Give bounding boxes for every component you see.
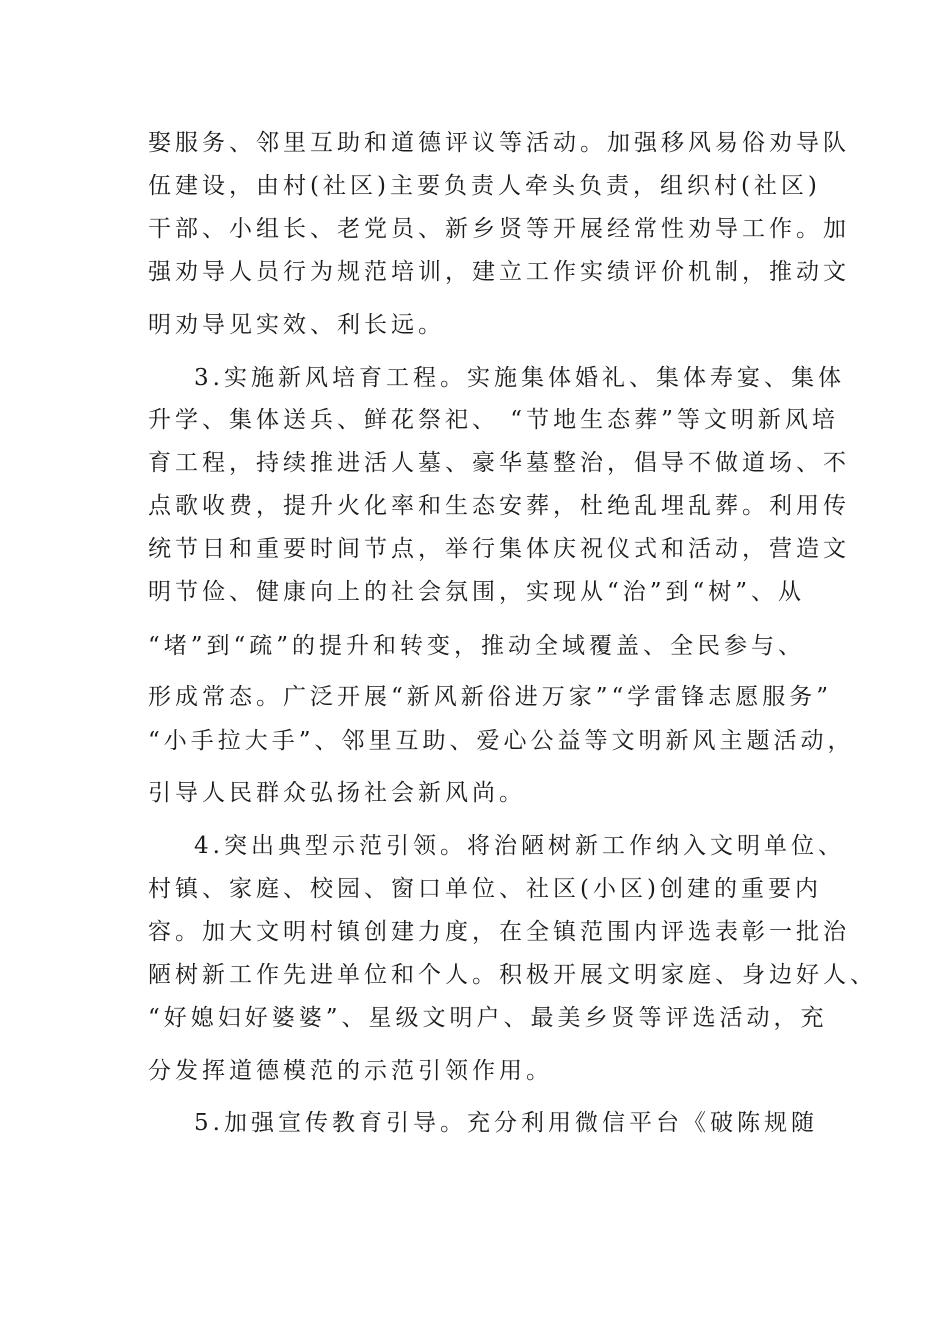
paragraph-line: 明劝导见实效、利长远。 — [148, 312, 445, 338]
paragraph-line: 明节俭、健康向上的社会氛围，实现从“治”到“树”、从 — [148, 579, 806, 605]
paragraph-line: 育工程，持续推进活人墓、豪华墓整治，倡导不做道场、不 — [148, 450, 850, 476]
paragraph-line: 升学、集体送兵、鲜花祭祀、 “节地生态葬”等文明新风培 — [148, 407, 839, 433]
paragraph-line: 娶服务、邻里互助和道德评议等活动。加强移风易俗劝导队 — [148, 130, 850, 156]
paragraph-line: “堵”到“疏”的提升和转变，推动全域覆盖、全民参与、 — [148, 633, 806, 659]
section-heading-line: 5.加强宣传教育引导。充分利用微信平台《破陈规随 — [194, 1110, 818, 1136]
section-heading-line: 4.突出典型示范引领。将治陋树新工作纳入文明单位、 — [194, 833, 845, 859]
paragraph-line: 分发挥道德模范的示范引领作用。 — [148, 1058, 553, 1084]
paragraph-line: 伍建设，由村(社区)主要负责人牵头负责，组织村(社区) — [148, 173, 821, 199]
paragraph-line: 村镇、家庭、校园、窗口单位、社区(小区)创建的重要内 — [148, 876, 822, 902]
paragraph-line: 形成常态。广泛开展“新风新俗进万家”“学雷锋志愿服务” — [148, 684, 833, 710]
paragraph-line: 点歌收费，提升火化率和生态安葬，杜绝乱埋乱葬。利用传 — [148, 493, 850, 519]
section-heading-line: 3.实施新风培育工程。实施集体婚礼、集体寿宴、集体 — [194, 365, 845, 391]
paragraph-line: “小手拉大手”、邻里互助、爱心公益等文明新风主题活动， — [148, 728, 855, 754]
paragraph-line: 强劝导人员行为规范培训，建立工作实绩评价机制，推动文 — [148, 259, 850, 285]
paragraph-line: “好媳妇好婆婆”、星级文明户、最美乡贤等评选活动，充 — [148, 1005, 828, 1031]
paragraph-line: 干部、小组长、老党员、新乡贤等开展经常性劝导工作。加 — [148, 216, 850, 242]
paragraph-line: 容。加大文明村镇创建力度，在全镇范围内评选表彰一批治 — [148, 919, 850, 945]
paragraph-line: 统节日和重要时间节点，举行集体庆祝仪式和活动，营造文 — [148, 536, 850, 562]
paragraph-line: 陋树新工作先进单位和个人。积极开展文明家庭、身边好人、 — [148, 962, 877, 988]
paragraph-line: 引导人民群众弘扬社会新风尚。 — [148, 780, 526, 806]
